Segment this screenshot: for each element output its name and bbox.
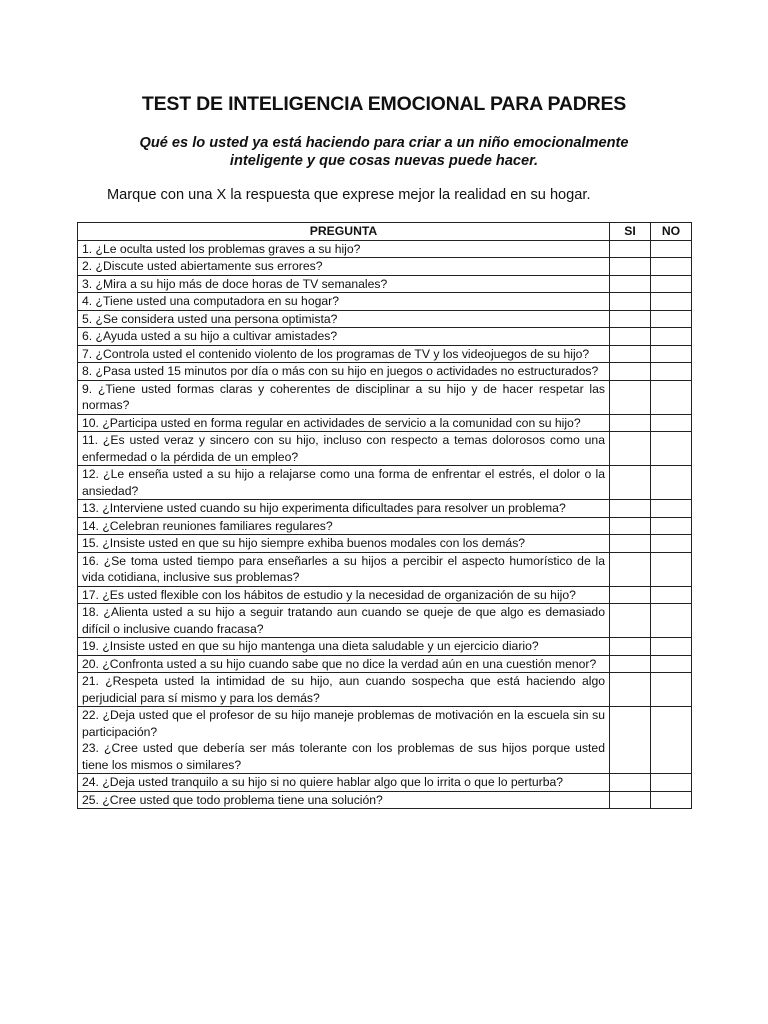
table-row xyxy=(78,774,692,792)
answer-no-cell[interactable] xyxy=(651,432,692,466)
answer-no-cell[interactable] xyxy=(651,414,692,432)
table-row xyxy=(78,310,692,328)
question-cell xyxy=(78,275,610,293)
question-text: 8. ¿Pasa usted 15 minutos por día o más con su hijo en juegos o actividades no estructurados? xyxy=(82,364,599,378)
table-row xyxy=(78,380,692,414)
question-text: 7. ¿Controla usted el contenido violento de los programas de TV y los videojuegos de su hijo? xyxy=(82,346,590,361)
table-row xyxy=(78,673,692,707)
table-row xyxy=(78,328,692,346)
question-cell xyxy=(78,345,610,363)
answer-si-cell[interactable] xyxy=(610,432,651,466)
question-cell xyxy=(78,655,610,673)
table-body xyxy=(78,240,692,809)
answer-si-cell[interactable] xyxy=(610,552,651,586)
answer-no-cell[interactable] xyxy=(651,293,692,311)
question-cell xyxy=(78,517,610,535)
answer-si-cell[interactable] xyxy=(610,293,651,311)
question-text: 25. ¿Cree usted que todo problema tiene una solución? xyxy=(82,792,383,807)
answer-no-cell[interactable] xyxy=(651,500,692,518)
question-text: 11. ¿Es usted veraz y sincero con su hijo, incluso con respecto a temas dolorosos como una enfermedad o la pérdida de un empleo? xyxy=(82,433,605,464)
answer-si-cell[interactable] xyxy=(610,258,651,276)
table-row xyxy=(78,791,692,809)
table-row xyxy=(78,466,692,500)
question-cell xyxy=(78,638,610,656)
question-text: 22. ¿Deja usted que el profesor de su hijo maneje problemas de motivación en la escuela sin su participación? xyxy=(82,708,605,739)
answer-no-cell[interactable] xyxy=(651,655,692,673)
answer-si-cell[interactable] xyxy=(610,380,651,414)
question-text: 12. ¿Le enseña usted a su hijo a relajarse como una forma de enfrentar el estrés, el dolor o la ansiedad? xyxy=(82,467,605,498)
questionnaire-table xyxy=(77,222,692,809)
question-text: 3. ¿Mira a su hijo más de doce horas de TV semanales? xyxy=(82,276,388,291)
table-row xyxy=(78,535,692,553)
question-cell xyxy=(78,310,610,328)
answer-si-cell[interactable] xyxy=(610,707,651,774)
table-row xyxy=(78,638,692,656)
header-no: NO xyxy=(651,223,692,241)
answer-si-cell[interactable] xyxy=(610,535,651,553)
answer-si-cell[interactable] xyxy=(610,517,651,535)
answer-si-cell[interactable] xyxy=(610,363,651,381)
question-cell xyxy=(78,791,610,809)
answer-no-cell[interactable] xyxy=(651,275,692,293)
question-cell xyxy=(78,604,610,638)
answer-no-cell[interactable] xyxy=(651,380,692,414)
question-text: 17. ¿Es usted flexible con los hábitos de estudio y la necesidad de organización de su hijo? xyxy=(82,587,576,602)
answer-no-cell[interactable] xyxy=(651,310,692,328)
question-cell xyxy=(78,380,610,414)
question-text: 5. ¿Se considera usted una persona optimista? xyxy=(82,311,338,326)
answer-no-cell[interactable] xyxy=(651,604,692,638)
table-row xyxy=(78,517,692,535)
question-text: 13. ¿Interviene usted cuando su hijo experimenta dificultades para resolver un problema? xyxy=(82,501,566,515)
question-text: 23. ¿Cree usted que debería ser más tolerante con los problemas de sus hijos porque usted tiene los mismos o similares? xyxy=(82,741,605,772)
question-text: 24. ¿Deja usted tranquilo a su hijo si no quiere hablar algo que lo irrita o que lo perturba? xyxy=(82,775,564,789)
answer-no-cell[interactable] xyxy=(651,707,692,774)
instructions-text: Marque con una X la respuesta que exprese mejor la realidad en su hogar. xyxy=(107,187,591,203)
table-row xyxy=(78,707,692,774)
answer-si-cell[interactable] xyxy=(610,240,651,258)
header-pregunta: PREGUNTA xyxy=(78,223,610,241)
question-text: 20. ¿Confronta usted a su hijo cuando sabe que no dice la verdad aún en una cuestión menor? xyxy=(82,656,597,671)
answer-si-cell[interactable] xyxy=(610,500,651,518)
answer-no-cell[interactable] xyxy=(651,791,692,809)
question-text: 1. ¿Le oculta usted los problemas graves a su hijo? xyxy=(82,241,361,256)
question-cell xyxy=(78,258,610,276)
table-row xyxy=(78,414,692,432)
table-row xyxy=(78,363,692,381)
question-text: 19. ¿Insiste usted en que su hijo mantenga una dieta saludable y un ejercicio diario? xyxy=(82,639,539,653)
table-row xyxy=(78,258,692,276)
question-text: 15. ¿Insiste usted en que su hijo siempre exhiba buenos modales con los demás? xyxy=(82,536,526,550)
question-cell xyxy=(78,240,610,258)
table-header-row xyxy=(78,223,692,241)
answer-no-cell[interactable] xyxy=(651,586,692,604)
answer-no-cell[interactable] xyxy=(651,774,692,792)
question-cell xyxy=(78,466,610,500)
table-row xyxy=(78,432,692,466)
answer-no-cell[interactable] xyxy=(651,673,692,707)
question-text: 14. ¿Celebran reuniones familiares regulares? xyxy=(82,518,333,533)
question-cell xyxy=(78,293,610,311)
table-row xyxy=(78,586,692,604)
answer-no-cell[interactable] xyxy=(651,258,692,276)
answer-si-cell[interactable] xyxy=(610,604,651,638)
question-cell xyxy=(78,363,610,381)
question-cell xyxy=(78,535,610,553)
question-cell xyxy=(78,432,610,466)
question-text: 9. ¿Tiene usted formas claras y coherentes de disciplinar a su hijo y de hacer respetar las normas? xyxy=(82,381,605,412)
answer-no-cell[interactable] xyxy=(651,466,692,500)
question-text: 10. ¿Participa usted en forma regular en actividades de servicio a la comunidad con su hijo? xyxy=(82,415,581,430)
question-text: 2. ¿Discute usted abiertamente sus errores? xyxy=(82,259,323,273)
question-cell xyxy=(78,673,610,707)
answer-si-cell[interactable] xyxy=(610,586,651,604)
answer-si-cell[interactable] xyxy=(610,673,651,707)
question-text: 21. ¿Respeta usted la intimidad de su hijo, aun cuando sospecha que está haciendo algo perjudicial para sí mismo y para los demás? xyxy=(82,674,605,705)
answer-no-cell[interactable] xyxy=(651,345,692,363)
answer-si-cell[interactable] xyxy=(610,791,651,809)
answer-si-cell[interactable] xyxy=(610,310,651,328)
answer-si-cell[interactable] xyxy=(610,655,651,673)
answer-si-cell[interactable] xyxy=(610,275,651,293)
page-subtitle: Qué es lo usted ya está haciendo para criar a un niño emocionalmente inteligente y que cosas nuevas puede hacer. xyxy=(139,135,629,169)
page-title: TEST DE INTELIGENCIA EMOCIONAL PARA PADRES xyxy=(141,93,627,115)
question-cell xyxy=(78,586,610,604)
question-text: 16. ¿Se toma usted tiempo para enseñarles a su hijos a percibir el aspecto humorístico de la vida cotidiana, inclusive sus problemas? xyxy=(82,553,605,584)
question-text: 18. ¿Alienta usted a su hijo a seguir tratando aun cuando se queje de que algo es demasiado difícil o inclusive cuando fracasa? xyxy=(82,605,605,636)
table-row xyxy=(78,552,692,586)
answer-no-cell[interactable] xyxy=(651,552,692,586)
table-row xyxy=(78,604,692,638)
table-row xyxy=(78,275,692,293)
table-row xyxy=(78,500,692,518)
question-cell xyxy=(78,500,610,518)
answer-si-cell[interactable] xyxy=(610,414,651,432)
answer-no-cell[interactable] xyxy=(651,517,692,535)
table-row xyxy=(78,345,692,363)
table-row xyxy=(78,655,692,673)
table-row xyxy=(78,240,692,258)
question-cell xyxy=(78,328,610,346)
answer-si-cell[interactable] xyxy=(610,466,651,500)
answer-no-cell[interactable] xyxy=(651,535,692,553)
question-text: 4. ¿Tiene usted una computadora en su hogar? xyxy=(82,294,340,308)
question-cell xyxy=(78,774,610,792)
answer-no-cell[interactable] xyxy=(651,328,692,346)
question-text: 6. ¿Ayuda usted a su hijo a cultivar amistades? xyxy=(82,329,338,343)
answer-si-cell[interactable] xyxy=(610,345,651,363)
question-cell xyxy=(78,552,610,586)
question-cell xyxy=(78,414,610,432)
table-row xyxy=(78,293,692,311)
answer-si-cell[interactable] xyxy=(610,774,651,792)
answer-no-cell[interactable] xyxy=(651,638,692,656)
header-si: SI xyxy=(610,223,651,241)
answer-si-cell[interactable] xyxy=(610,328,651,346)
question-cell xyxy=(78,707,610,774)
answer-no-cell[interactable] xyxy=(651,240,692,258)
answer-si-cell[interactable] xyxy=(610,638,651,656)
answer-no-cell[interactable] xyxy=(651,363,692,381)
